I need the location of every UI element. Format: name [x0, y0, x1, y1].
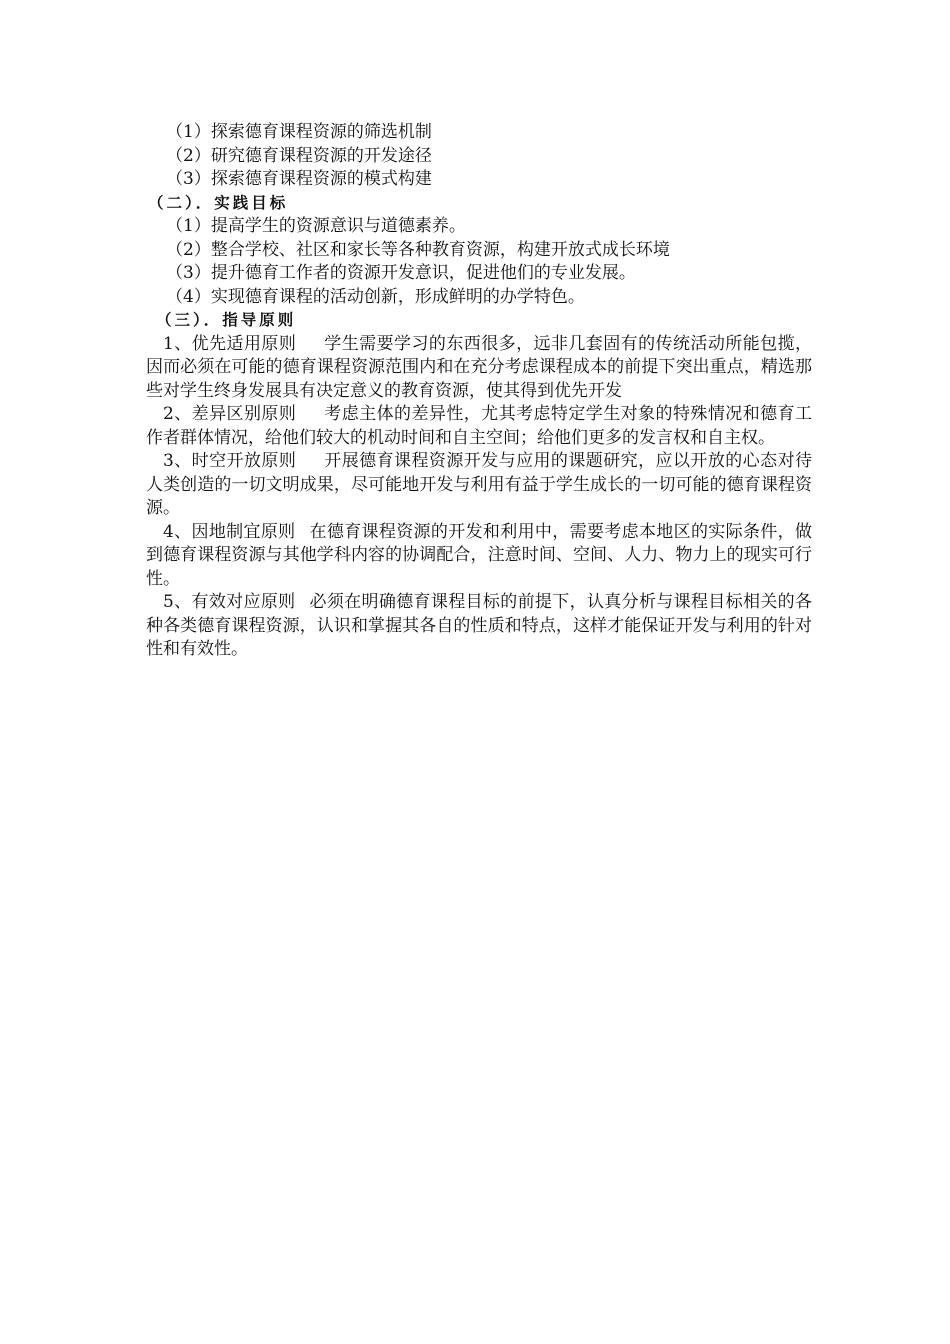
- principle-paragraph-2: [146, 403, 812, 450]
- principle-title-5: 5、有效对应原则: [163, 592, 296, 612]
- practice-goal-3: （3）提升德育工作者的资源开发意识，促进他们的专业发展。: [166, 263, 636, 283]
- research-goal-3: （3）探索德育课程资源的模式构建: [166, 169, 432, 189]
- research-goal-1: （1）探索德育课程资源的筛选机制: [166, 122, 432, 142]
- principle-paragraph-4: [146, 521, 812, 592]
- practice-goal-4: （4）实现德育课程的活动创新，形成鲜明的办学特色。: [166, 286, 585, 307]
- practice-goals-heading: （二）．实践目标: [148, 193, 289, 212]
- principle-text-1: 学生需要学习的东西很多，远非几套固有的传统活动所能包揽，因而必须在可能的德育课程资源范围内和在充分考虑课程成本的前提下突出重点，精选那些对学生终身发展具有决定意义的教育资源，使其得到优先开发: [146, 333, 812, 401]
- practice-goal-2: （2）整合学校、社区和家长等各种教育资源，构建开放式成长环境: [166, 239, 670, 260]
- principle-text-2: 考虑主体的差异性，尤其考虑特定学生对象的特殊情况和德育工作者群体情况，给他们较大的机动时间和自主空间；给他们更多的发言权和自主权。: [146, 404, 812, 448]
- principle-text-5: 必须在明确德育课程目标的前提下，认真分析与课程目标相关的各种各类德育课程资源，认识和掌握其各自的性质和特点，这样才能保证开发与利用的针对性和有效性。: [146, 592, 812, 659]
- guiding-principles-heading: （三）．指导原则: [156, 311, 297, 329]
- principle-paragraph-5: [146, 591, 812, 662]
- research-goal-2: （2）研究德育课程资源的开发途径: [166, 145, 432, 166]
- principle-title-2: 2、差异区别原则: [163, 404, 297, 424]
- principle-paragraph-3: [146, 450, 812, 521]
- document-page: [146, 121, 812, 662]
- principle-text-4: 在德育课程资源的开发和利用中，需要考虑本地区的实际条件，做到德育课程资源与其他学科内容的协调配合，注意时间、空间、人力、物力上的现实可行性。: [146, 521, 812, 589]
- principle-title-1: 1、优先适用原则: [163, 333, 297, 354]
- principle-text-3: 开展德育课程资源开发与应用的课题研究，应以开放的心态对待人类创造的一切文明成果，尽可能地开发与利用有益于学生成长的一切可能的德育课程资源。: [146, 451, 812, 518]
- practice-goal-1: （1）提高学生的资源意识与道德素养。: [166, 216, 466, 236]
- principle-title-4: 4、因地制宜原则: [163, 521, 296, 542]
- principle-paragraph-1: [146, 333, 812, 404]
- principle-title-3: 3、时空开放原则: [163, 451, 297, 471]
